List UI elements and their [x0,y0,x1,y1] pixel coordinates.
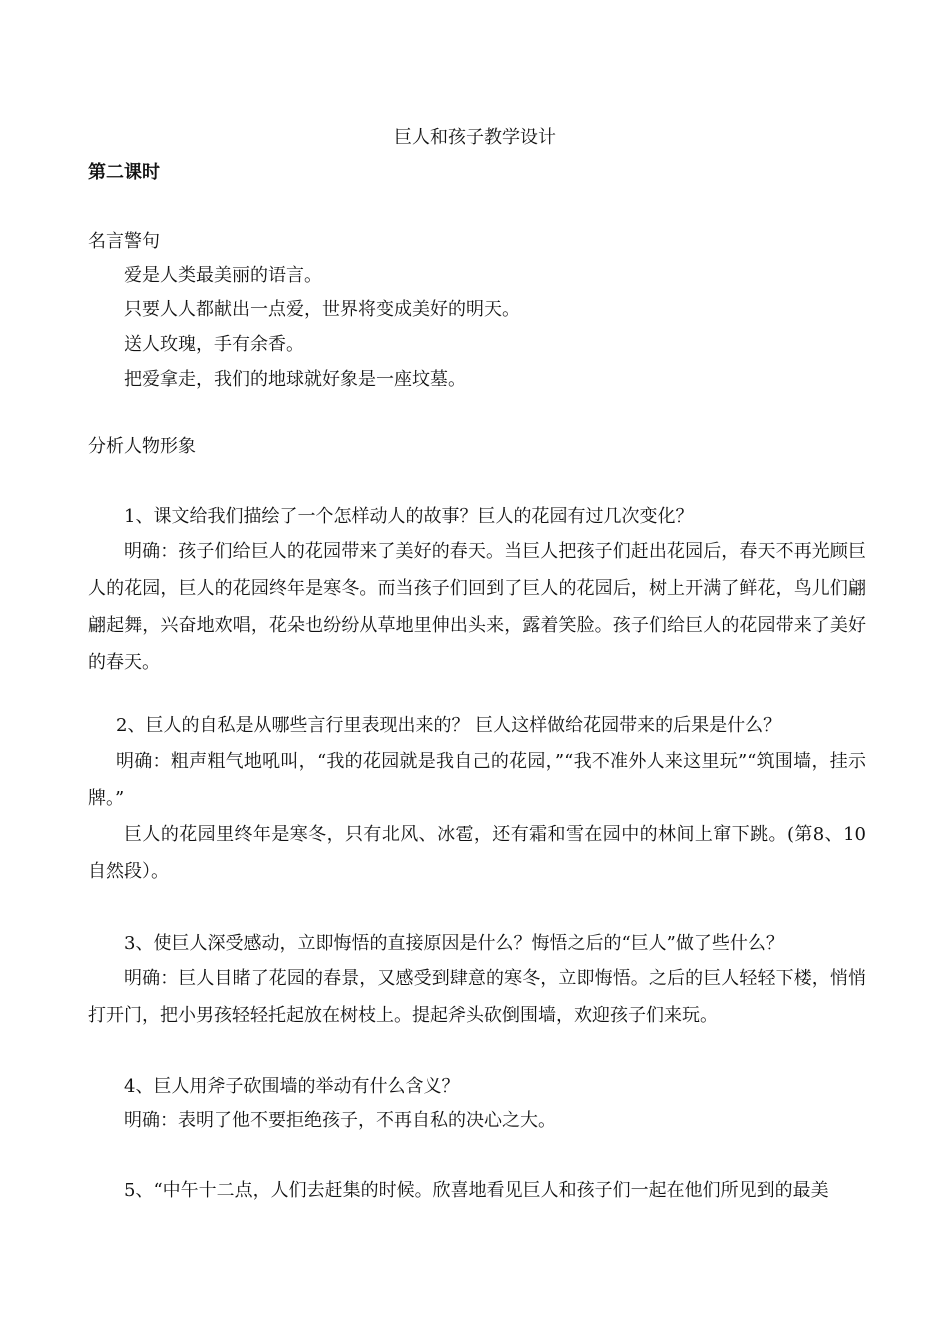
quote-item: 只要人人都献出一点爱，世界将变成美好的明天。 [124,299,520,320]
document-title: 巨人和孩子教学设计 [394,127,556,148]
question-4: 4、巨人用斧子砍围墙的举动有什么含义？ [124,1076,460,1097]
question-2: 2、巨人的自私是从哪些言行里表现出来的？ 巨人这样做给花园带来的后果是什么？ [116,715,782,736]
answer-2-consequence: 巨人的花园里终年是寒冬，只有北风、冰雹，还有霜和雪在园中的林间上窜下跳。(第8、10自然段）。 [88,824,866,882]
quote-item: 爱是人类最美丽的语言。 [124,265,322,286]
question-1: 1、课文给我们描绘了一个怎样动人的故事？巨人的花园有过几次变化？ [124,506,694,527]
quotes-heading: 名言警句 [88,231,160,252]
answer-2: 明确：粗声粗气地吼叫，“我的花园就是我自己的花园，”“我不准外人来这里玩”“筑围墙，挂示牌。” [88,751,866,809]
quote-item: 送人玫瑰，手有余香。 [124,334,304,355]
answer-1: 明确：孩子们给巨人的花园带来了美好的春天。当巨人把孩子们赶出花园后，春天不再光顾巨人的花园，巨人的花园终年是寒冬。而当孩子们回到了巨人的花园后，树上开满了鲜花，鸟儿们翩翩起舞，兴奋地欢唱，花朵也纷纷从草地里伸出头来，露着笑脸。孩子们给巨人的花园带来了美好的春天。 [88,541,866,673]
answer-3: 明确：巨人目睹了花园的春景，又感受到肆意的寒冬，立即悔悟。之后的巨人轻轻下楼，悄悄打开门，把小男孩轻轻托起放在树枝上。提起斧头砍倒围墙，欢迎孩子们来玩。 [88,968,866,1026]
question-3: 3、使巨人深受感动，立即悔悟的直接原因是什么？悔悟之后的“巨人”做了些什么？ [124,933,784,954]
analysis-heading: 分析人物形象 [88,436,196,457]
answer-4: 明确：表明了他不要拒绝孩子，不再自私的决心之大。 [124,1110,556,1131]
question-5: 5、“中午十二点，人们去赶集的时候。欣喜地看见巨人和孩子们一起在他们所见到的最美 [124,1180,829,1201]
quote-item: 把爱拿走，我们的地球就好象是一座坟墓。 [124,369,466,390]
lesson-label: 第二课时 [88,162,160,183]
